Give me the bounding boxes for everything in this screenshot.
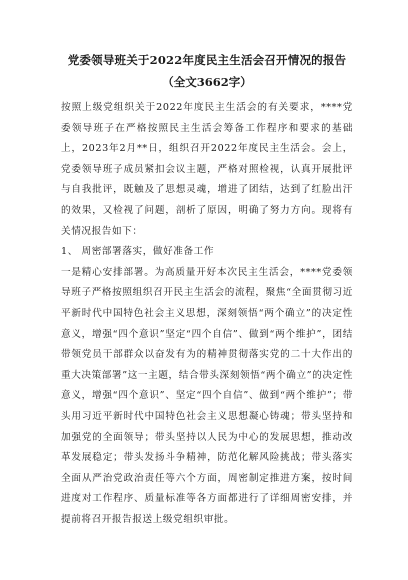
section-heading: 1、 周密部署落实，做好准备工作 (61, 246, 215, 258)
intro-paragraph: 按照上级党组织关于2022年度民主生活会的有关要求，****党委领导班子在严格按照民主生活会筹备工作程序和要求的基础上，2023年2月**日，组织召开2022年度民主生活会。会上，党委领导班子成员紧扣会议主题，严格对照检视，认真开展批评与自我批评，既触及了思想灵魂，增进了团结，达到了红脸出汗的效果，又检视了问题，剖析了原因，明确了努力方向。现将有关情况报告如下： (61, 102, 353, 237)
document-title: 党委领导班关于2022年度民主生活会召开情况的报告 (67, 53, 347, 67)
section-paragraph: 一是精心安排部署。为高质量开好本次民主生活会，****党委领导班子严格按照组织召开民主生活会的流程，聚焦“全面贯彻习近平新时代中国特色社会主义思想，深刻领悟“两个确立”的决定性意义，增强“四个意识”坚定“四个自信”、做到“两个维护”，团结带领党员干部群众以奋发有为的精神贯彻落实党的二十大作出的重大决策部署”这一主题，结合带头深刻领悟“两个确立”的决定性意义，增强“四个意识”、坚定“四个自信”、做到“两个维护”；带头用习近平新时代中国特色社会主义思想凝心铸魂；带头坚持和加强党的全面领导；带头坚持以人民为中心的发展思想，推动改革发展稳定；带头发扬斗争精神，防范化解风险挑战；带头落实全面从严治党政治责任等六个方面，周密制定推进方案，按时间进度对工作程序、质量标准等各方面都进行了详细周密安排，并提前将召开报告报送上级党组织审批。 (61, 266, 353, 525)
document-subtitle: （全文3662字） (162, 75, 252, 89)
